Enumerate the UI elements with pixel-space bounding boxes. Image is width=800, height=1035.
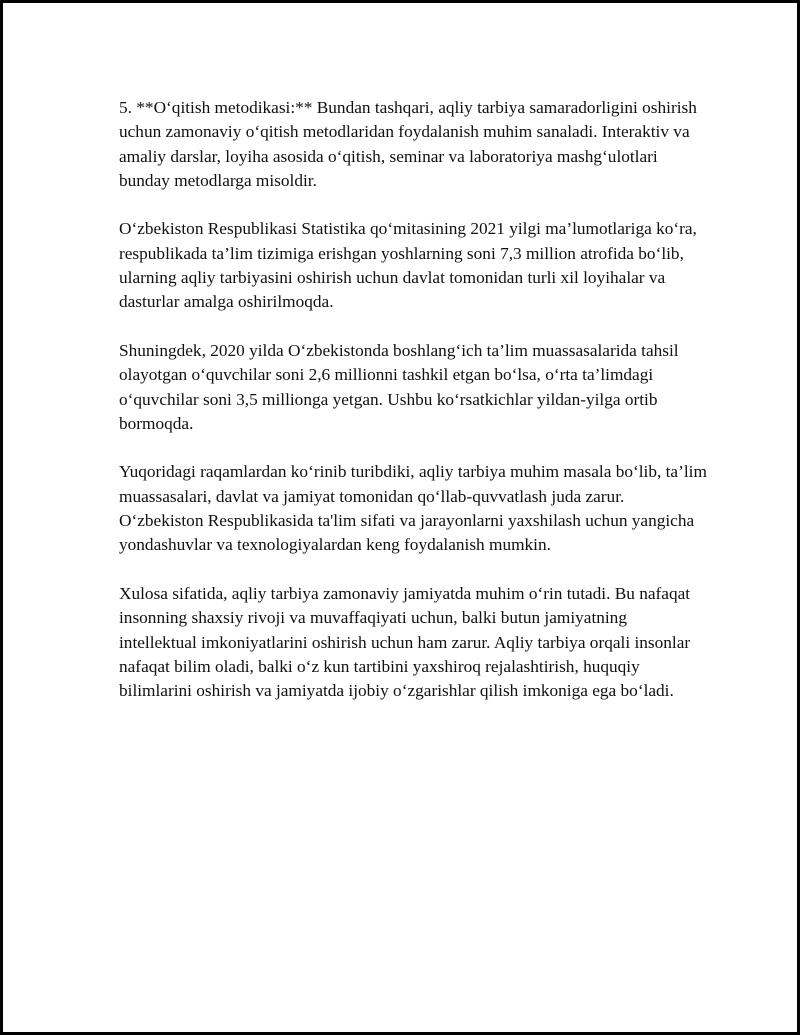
paragraph-statistics-2020: Shuningdek, 2020 yilda O‘zbekistonda boshlang‘ich ta’lim muassasalarida tahsil olayotgan o‘quvchilar soni 2,6 millionni tashkil etgan bo‘lsa, o‘rta ta’limdagi o‘quvchilar soni 3,5 millionga yetgan. Ushbu ko‘rsatkichlar yildan-yilga ortib bormoqda. bbox=[119, 340, 679, 433]
paragraph-statistics-2021: O‘zbekiston Respublikasi Statistika qo‘mitasining 2021 yilgi ma’lumotlariga ko‘ra, respublikada ta’lim tizimiga erishgan yoshlarning soni 7,3 million atrofida bo‘lib, ularning aqliy tarbiyasini oshirish uchun davlat tomonidan turli xil loyihalar va dasturlar amalga oshirilmoqda. bbox=[119, 219, 697, 312]
document-body bbox=[119, 96, 709, 728]
paragraph-conclusion: Xulosa sifatida, aqliy tarbiya zamonaviy jamiyatda muhim o‘rin tutadi. Bu nafaqat insonning shaxsiy rivoji va muvaffaqiyati uchun, balki butun jamiyatning intellektual imkoniyatlarini oshirish uchun ham zarur. Aqliy tarbiya orqali insonlar nafaqat bilim oladi, balki o‘z kun tartibini yaxshiroq rejalashtirish, huquqiy bilimlarini oshirish va jamiyatda ijobiy o‘zgarishlar qilish imkoniga ega bo‘ladi. bbox=[119, 583, 691, 701]
paragraph-analysis: Yuqoridagi raqamlardan ko‘rinib turibdiki, aqliy tarbiya muhim masala bo‘lib, ta’lim muassasalari, davlat va jamiyat tomonidan qo‘llab-quvvatlash juda zarur. O‘zbekiston Respublikasida ta'lim sifati va jarayonlarni yaxshilash uchun yangicha yondashuvlar va texnologiyalardan keng foydalanish mumkin. bbox=[119, 462, 707, 555]
paragraph-teaching-methodology: 5. **O‘qitish metodikasi:** Bundan tashqari, aqliy tarbiya samaradorligini oshirish uchun zamonaviy o‘qitish metodlaridan foydalanish muhim sanaladi. Interaktiv va amaliy darslar, loyiha asosida o‘qitish, seminar va laboratoriya mashg‘ulotlari bunday metodlarga misoldir. bbox=[119, 98, 697, 190]
